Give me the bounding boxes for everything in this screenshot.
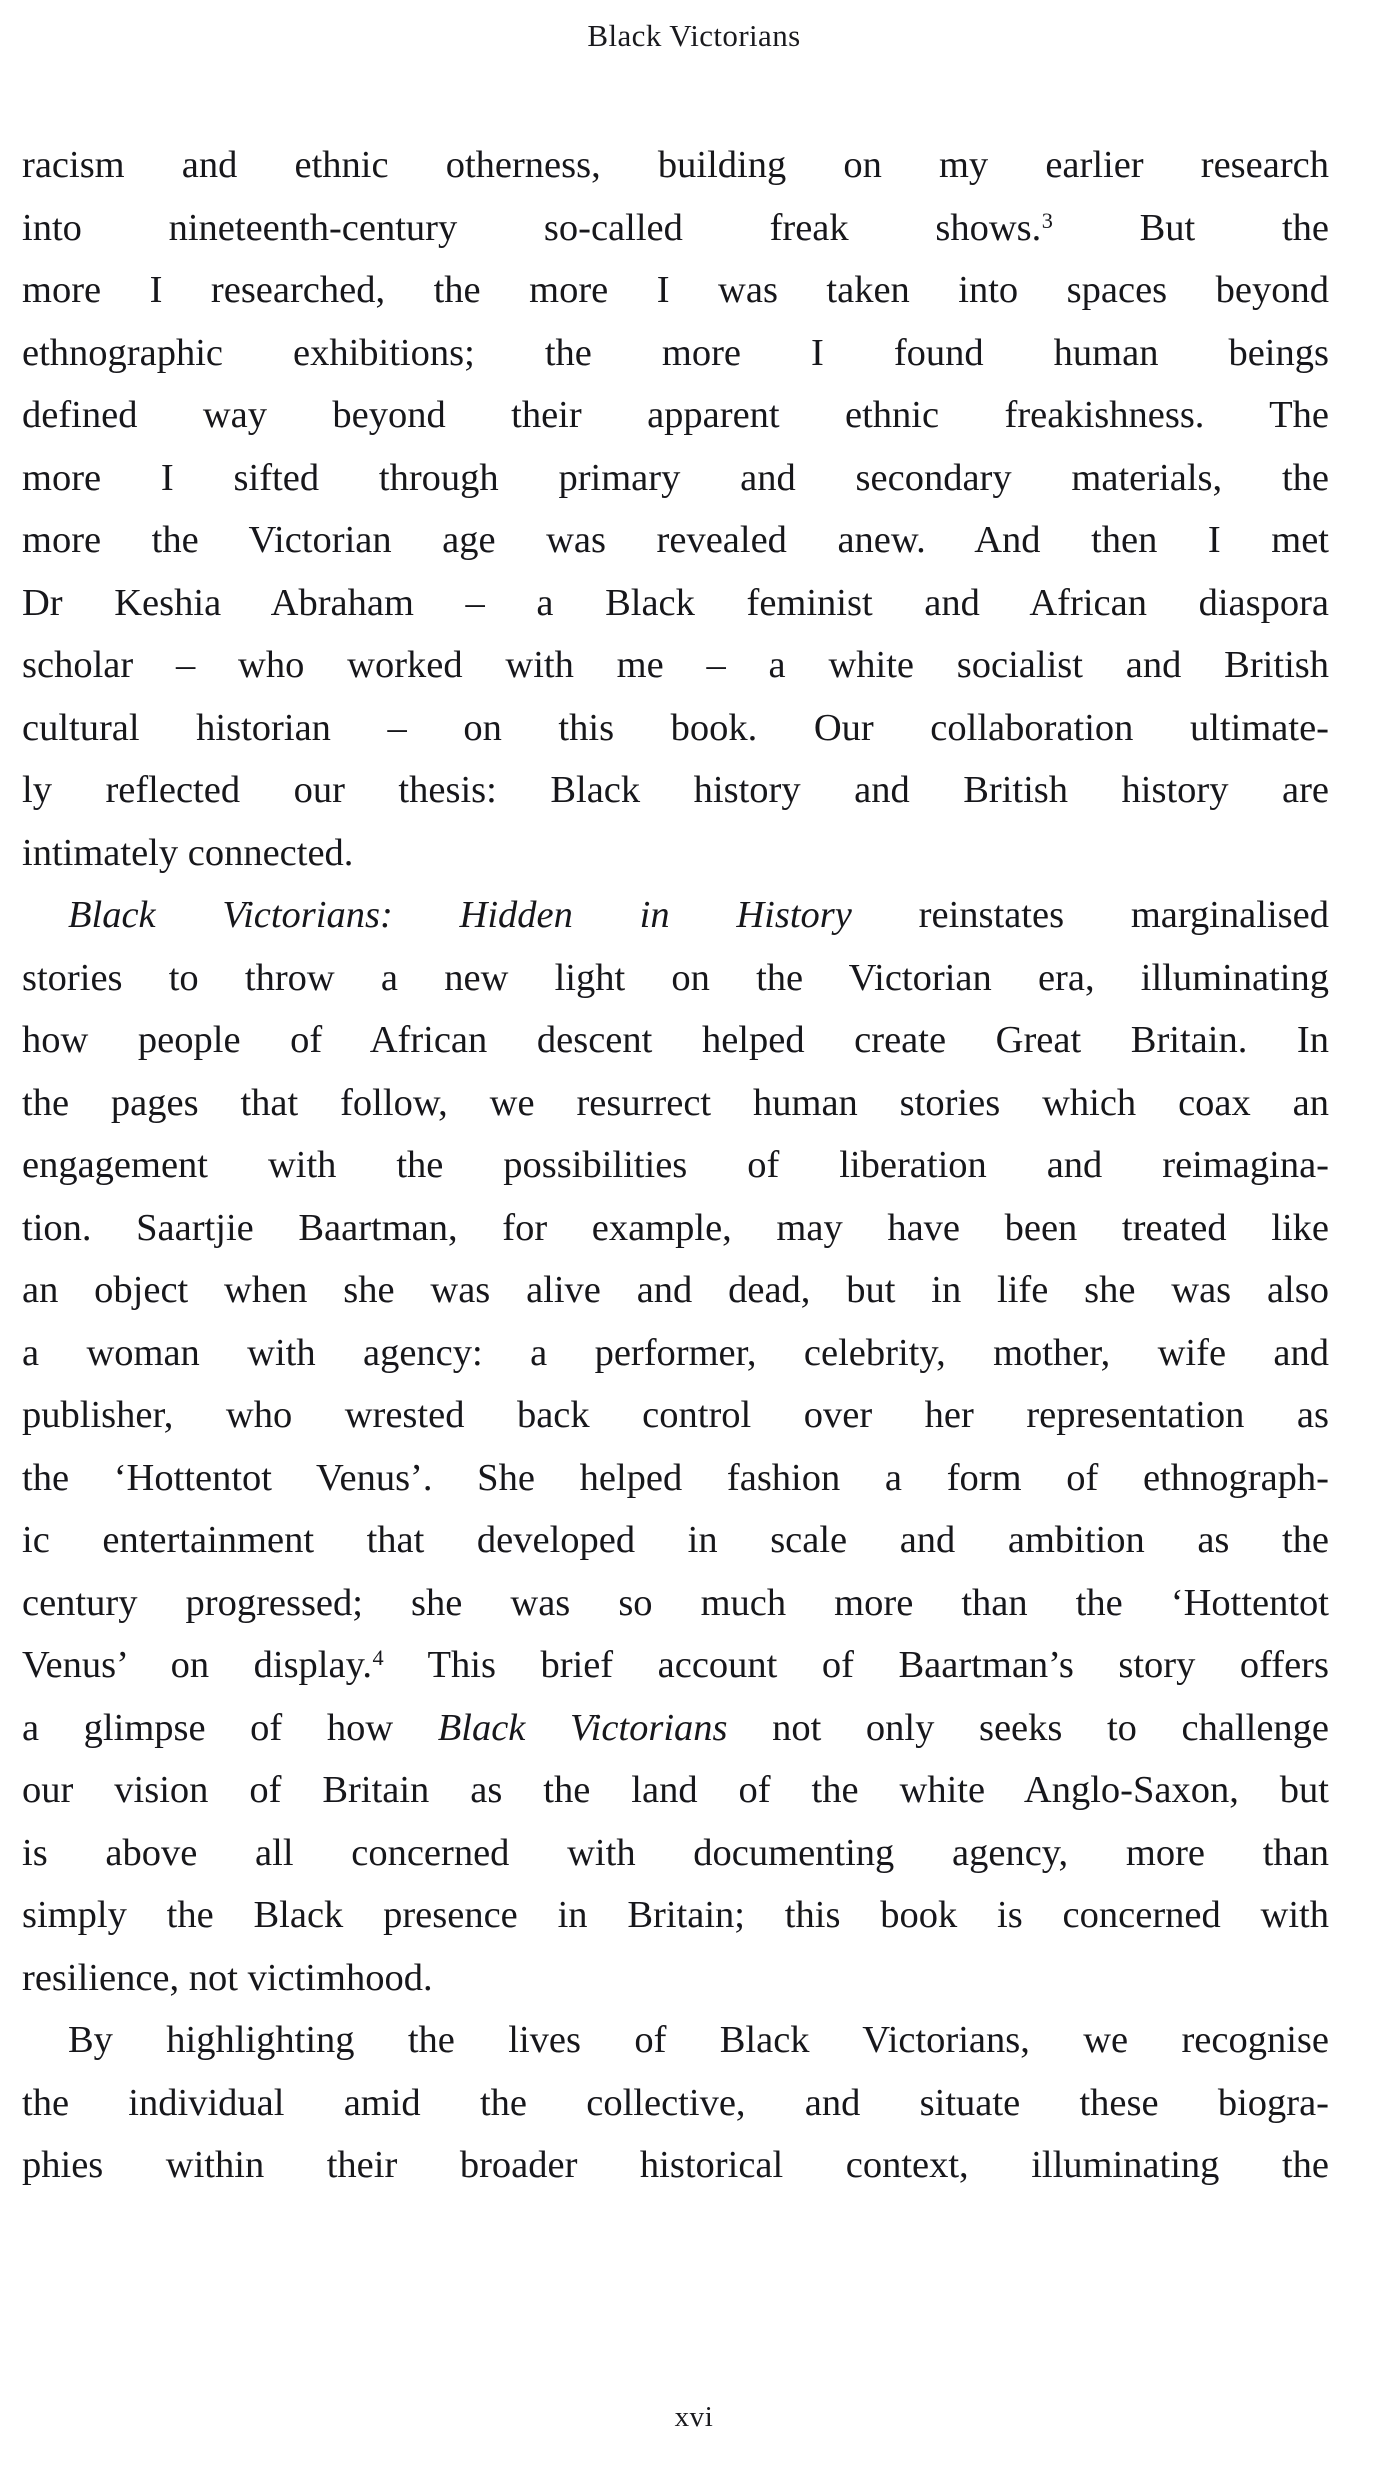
running-head: Black Victorians <box>587 18 801 53</box>
line-text: reinstates marginalised <box>851 894 1329 936</box>
book-title-italic: Black Victorians <box>437 1706 728 1749</box>
text-line: Dr Keshia Abraham – a Black feminist and African diaspora <box>22 581 1329 624</box>
text-line: ly reflected our thesis: Black history and British history are <box>22 769 1329 811</box>
text-line: ethnographic exhibitions; the more I found human beings <box>22 331 1329 374</box>
line-text: Venus’ on display. <box>22 1644 372 1686</box>
text-line: is above all concerned with documenting agency, more than <box>22 1831 1329 1874</box>
text-line: the pages that follow, we resurrect human stories which coax an <box>22 1081 1329 1124</box>
text-line: simply the Black presence in Britain; this book is concerned with <box>22 1894 1329 1936</box>
text-line: intimately connected. <box>22 831 354 874</box>
line-text: into nineteenth-century so-called freak shows. <box>22 206 1042 249</box>
line-text: This brief account of Baartman’s story offers <box>383 1644 1329 1686</box>
paragraph-continued <box>22 134 1329 884</box>
text-line: phies within their broader historical context, illuminating the <box>22 2144 1329 2186</box>
text-line: our vision of Britain as the land of the white Anglo-Saxon, but <box>22 1769 1329 1811</box>
text-line: racism and ethnic otherness, building on my earlier research <box>22 144 1329 186</box>
page-number: xvi <box>674 2401 714 2433</box>
text-line: an object when she was alive and dead, but in life she was also <box>22 1269 1329 1311</box>
body-text <box>22 134 1329 2197</box>
line-text: a glimpse of how <box>22 1706 438 1749</box>
line-text: But the <box>1052 206 1329 249</box>
text-line: By highlighting the lives of Black Victorians, we recognise <box>68 2019 1329 2061</box>
text-line: cultural historian – on this book. Our collaboration ultimate- <box>22 706 1329 749</box>
text-line: more I sifted through primary and secondary materials, the <box>22 456 1329 499</box>
line-text: not only seeks to challenge <box>727 1706 1329 1749</box>
text-line: scholar – who worked with me – a white socialist and British <box>22 644 1329 686</box>
footnote-marker-3[interactable]: 3 <box>1041 207 1053 233</box>
text-line: publisher, who wrested back control over her representation as <box>22 1394 1329 1436</box>
text-line <box>22 884 1329 947</box>
book-title-italic: Black Victorians: Hidden in History <box>68 894 852 936</box>
text-line: stories to throw a new light on the Victorian era, illuminating <box>22 956 1329 999</box>
text-line <box>22 1697 1329 1760</box>
text-line: the ‘Hottentot Venus’. She helped fashion a form of ethnograph- <box>22 1456 1329 1499</box>
text-line: a woman with agency: a performer, celebrity, mother, wife and <box>22 1331 1329 1374</box>
text-line: tion. Saartjie Baartman, for example, may have been treated like <box>22 1206 1329 1249</box>
text-line: resilience, not victimhood. <box>22 1956 433 1999</box>
text-line: engagement with the possibilities of liberation and reimagina- <box>22 1144 1329 1186</box>
text-line: more I researched, the more I was taken into spaces beyond <box>22 269 1329 311</box>
text-line: the individual amid the collective, and situate these biogra- <box>22 2081 1329 2124</box>
text-line: century progressed; she was so much more than the ‘Hottentot <box>22 1581 1329 1624</box>
text-line: defined way beyond their apparent ethnic freakishness. The <box>22 394 1329 436</box>
text-line: more the Victorian age was revealed anew. And then I met <box>22 519 1329 561</box>
text-line <box>22 197 1329 260</box>
text-line: how people of African descent helped create Great Britain. In <box>22 1019 1329 1061</box>
text-line <box>22 1634 1329 1697</box>
text-line: ic entertainment that developed in scale and ambition as the <box>22 1519 1329 1561</box>
paragraph-black-victorians <box>22 884 1329 2009</box>
paragraph-by-highlighting <box>22 2009 1329 2197</box>
footnote-marker-4[interactable]: 4 <box>372 1645 384 1671</box>
